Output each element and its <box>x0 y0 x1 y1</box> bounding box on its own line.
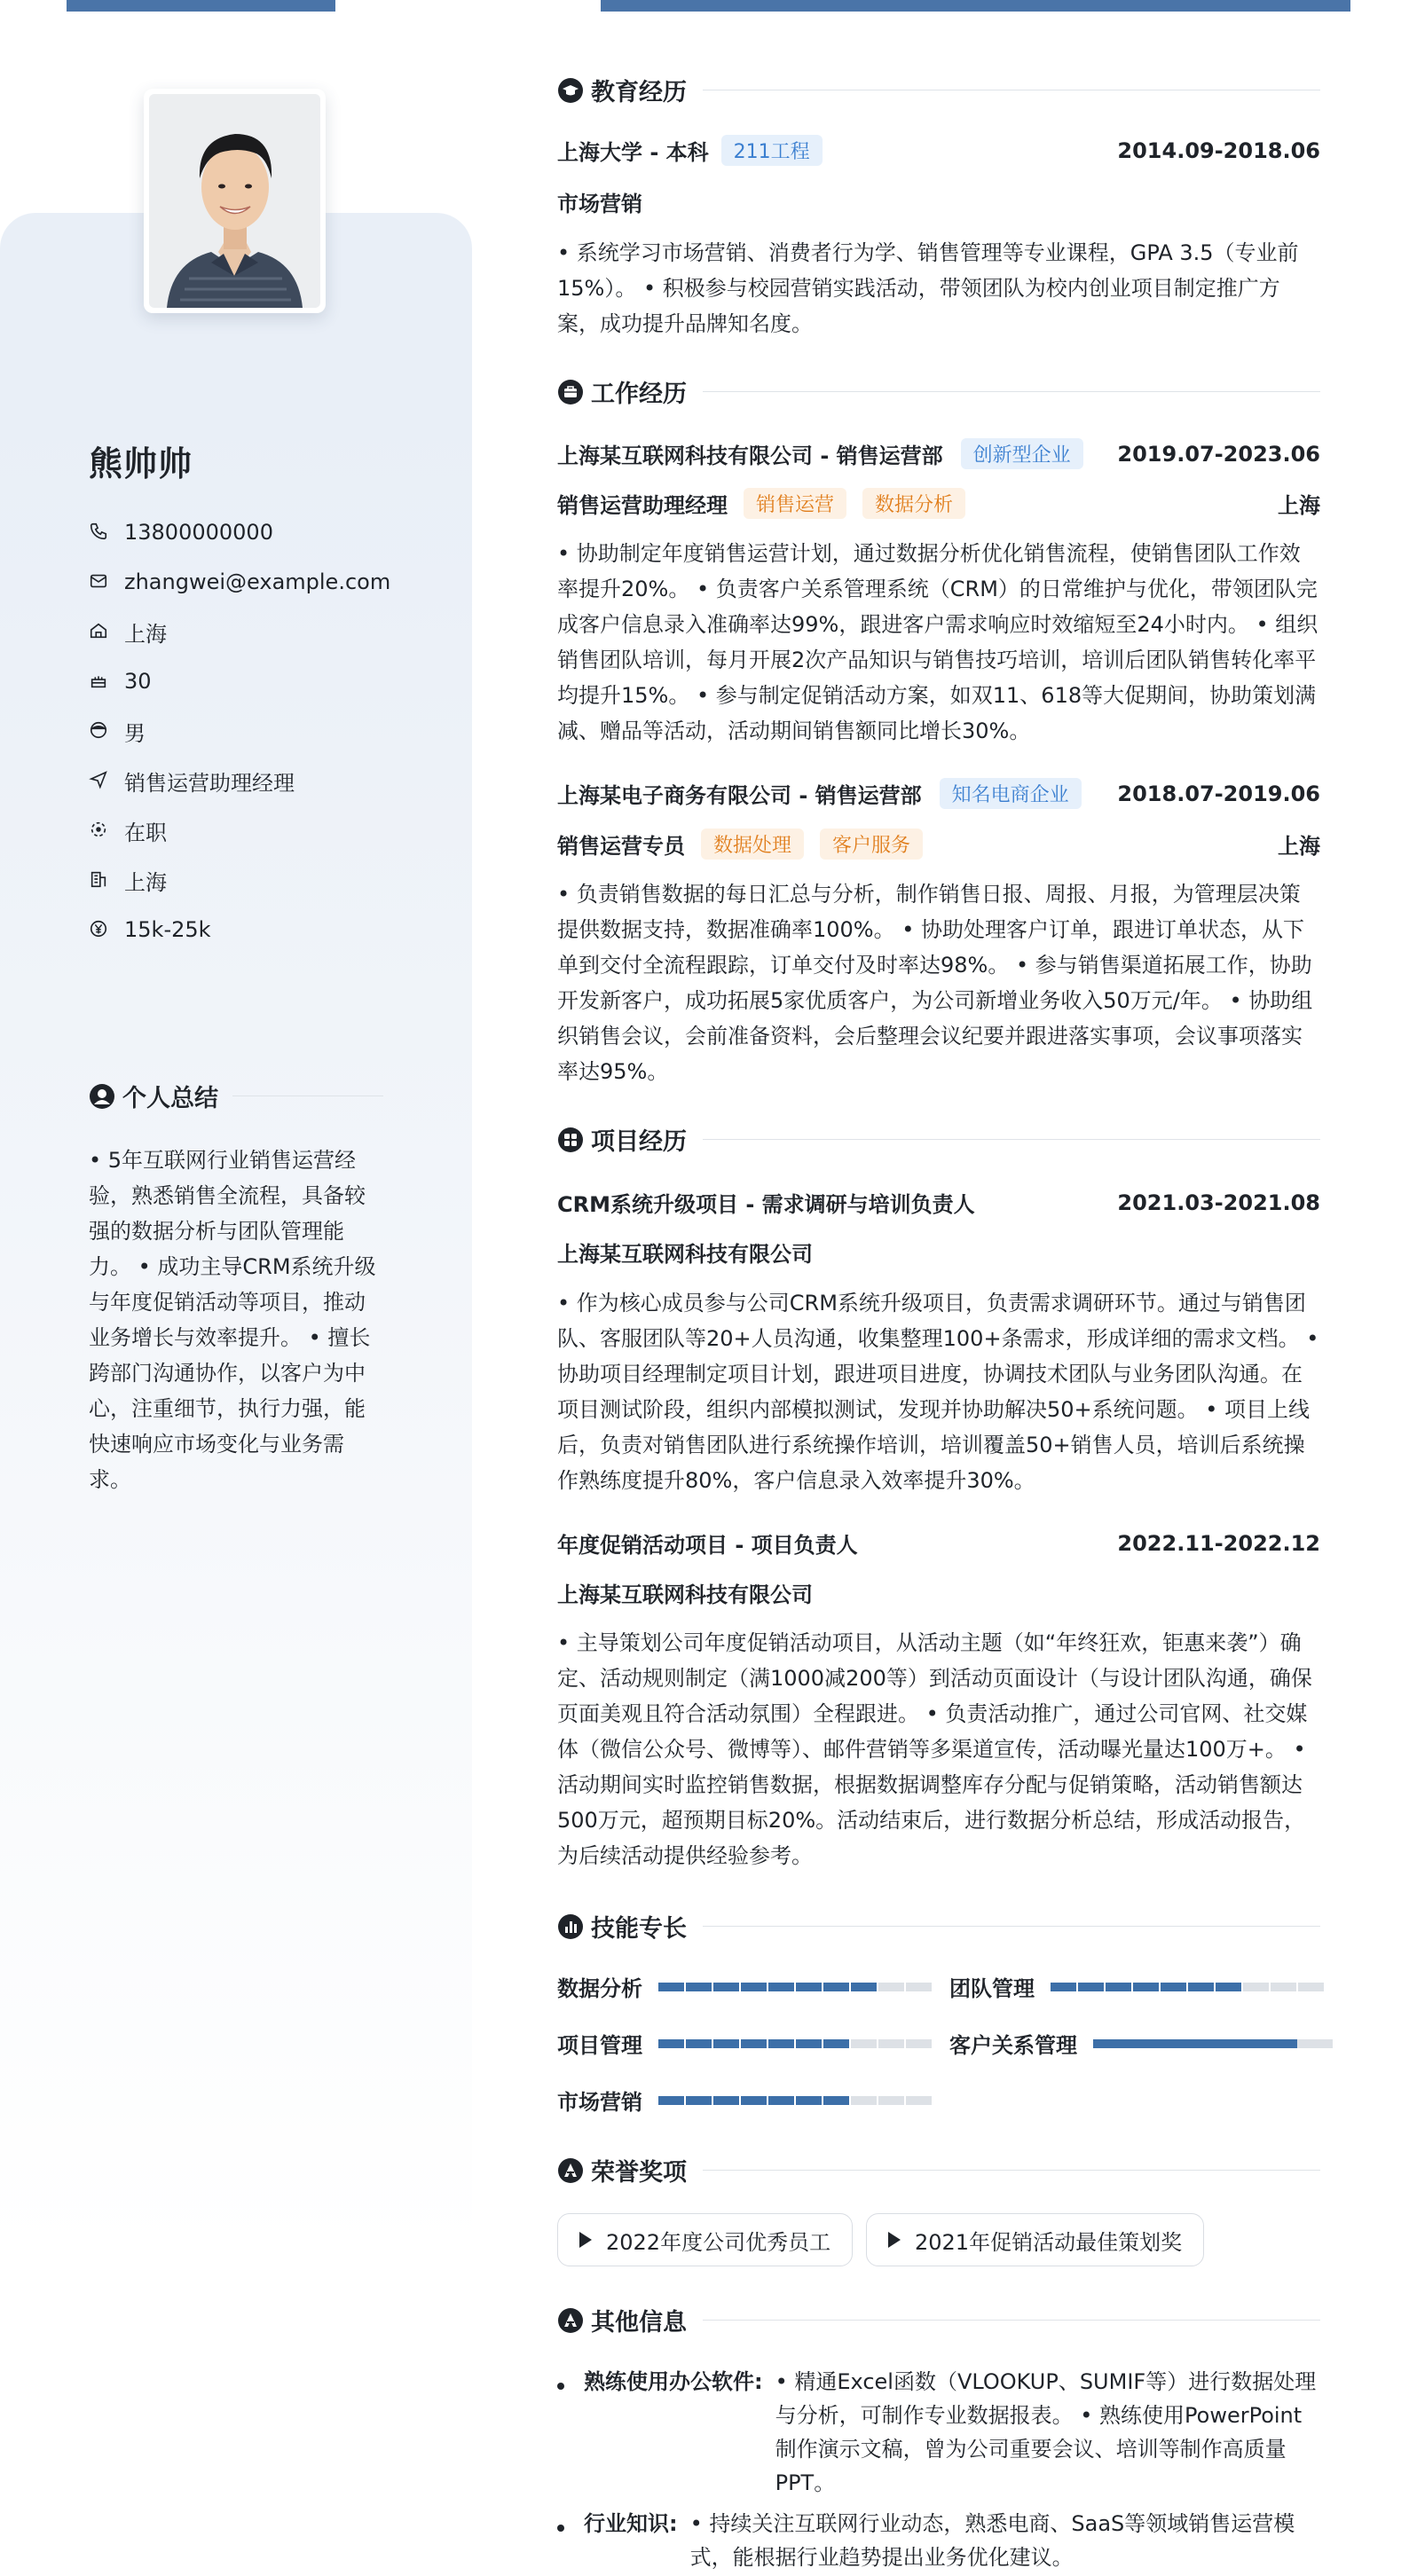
grid-icon <box>557 1127 584 1153</box>
skill-level-bar <box>1093 2039 1333 2048</box>
education-header <box>557 135 1320 166</box>
other-value: • 持续关注互联网行业动态，熟悉电商、SaaS等领域销售运营模式，能根据行业趋势提出业务优化建议。 <box>689 2511 1295 2570</box>
award-icon <box>557 2157 584 2184</box>
project-2-header <box>557 1528 1320 1559</box>
skill-level-segment <box>658 1983 684 1991</box>
skill-level-segment <box>1106 1983 1131 1991</box>
skill-name: 客户关系管理 <box>949 2033 1077 2058</box>
skill-level-segment <box>878 1983 904 1991</box>
education-heading <box>557 73 1320 107</box>
skill-marketing <box>557 2085 933 2116</box>
skill-level-segment <box>1216 1983 1241 1991</box>
skill-level-bar <box>658 2096 933 2105</box>
job-2-description: • 负责销售数据的每日汇总与分析，制作销售日报、周报、月报，为管理层决策提供数据支持，数据准确率100%。 • 协助处理客户订单，跟进订单状态，从下单到交付全流程跟踪，订单交付及时率达98%。 • 参与销售渠道拓展工作，协助开发新客户，成功拓展5家优质客户，为公司新增业务收入50万元/年。 • 协助组织销售会议，会前准备资料，会后整理会议纪要并跟进落实事项，会议事项落实率达95%。 <box>557 882 1313 1084</box>
skill-name: 数据分析 <box>557 1976 642 2001</box>
skill-team-management <box>949 1971 1326 2002</box>
status-icon <box>89 820 110 841</box>
projects-title: 项目经历 <box>591 1128 687 1156</box>
skill-crm <box>949 2028 1333 2059</box>
other-label: 行业知识: <box>584 2511 678 2536</box>
other-heading <box>557 2303 1320 2337</box>
skill-level-segment <box>768 1983 794 1991</box>
building-icon <box>89 869 110 891</box>
job-2-company: 上海某电子商务有限公司 - 销售运营部 <box>557 783 922 808</box>
skill-level-segment <box>851 2039 877 2048</box>
awards-heading <box>557 2153 1320 2187</box>
home-icon <box>89 621 110 642</box>
skill-level-segment <box>796 2039 822 2048</box>
divider <box>703 391 1320 392</box>
major-name: 市场营销 <box>557 192 642 216</box>
skill-level-segment <box>686 1983 712 1991</box>
play-icon <box>579 2232 592 2248</box>
skill-level-fill <box>1093 2039 1297 2048</box>
face-icon <box>89 720 110 742</box>
school-name: 上海大学 - 本科 <box>557 140 709 165</box>
skill-level-bar <box>658 1983 933 1991</box>
job-1-description: • 协助制定年度销售运营计划，通过数据分析优化销售流程，使销售团队工作效率提升20%。 • 负责客户关系管理系统（CRM）的日常维护与优化，带领团队完成客户信息录入准确率达99%，跟进客户需求响应时效缩短至24小时内。 • 组织销售团队培训，每月开展2次产品知识与销售技巧培训，培训后团队销售转化率平均提升15%。 • 参与制定促销活动方案，如双11、618等大促期间，协助策划满减、赠品等活动，活动期间销售额同比增长30%。 <box>557 541 1318 743</box>
award-item <box>866 2213 1204 2266</box>
bullet <box>557 2525 564 2532</box>
skill-level-segment <box>1271 1983 1296 1991</box>
job-1-tag-1: 销售运营 <box>744 488 846 519</box>
currency-icon <box>89 919 110 940</box>
contact-info-list <box>89 507 444 954</box>
skill-name: 项目管理 <box>557 2033 642 2058</box>
cake-icon <box>89 671 110 692</box>
skill-level-segment <box>878 2039 904 2048</box>
major-row <box>557 186 1320 217</box>
bar-chart-icon <box>557 1913 584 1940</box>
graduation-cap-icon <box>557 77 584 104</box>
project-1-period: 2021.03-2021.08 <box>1117 1190 1320 1215</box>
top-accent-bar-right <box>601 0 1350 12</box>
skill-level-segment <box>1298 1983 1324 1991</box>
award-label: 2022年度公司优秀员工 <box>606 2229 831 2255</box>
project-2-description: • 主导策划公司年度促销活动项目，从活动主题（如“年终狂欢，钜惠来袭”）确定、活动规则制定（满1000减200等）到活动页面设计（与设计团队沟通，确保页面美观且符合活动氛围）全程跟进。 • 负责活动推广，通过公司官网、社交媒体（微信公众号、微博等）、邮件营销等多渠道宣传，活动曝光量达100万+。 • 活动期间实时监控销售数据，根据数据调整库存分配与促销策略，活动销售额达500万元，超预期目标20%。活动结束后，进行数据分析总结，形成活动报告，为后续活动提供经验参考。 <box>557 1630 1312 1868</box>
skill-level-segment <box>851 1983 877 1991</box>
skill-level-segment <box>851 2096 877 2105</box>
email-value: zhangwei@example.com <box>124 569 391 594</box>
job-1-company-tag: 创新型企业 <box>961 438 1083 469</box>
summary-title: 个人总结 <box>122 1085 218 1112</box>
user-circle-icon <box>89 1083 115 1110</box>
project-1-company-row <box>557 1237 1320 1268</box>
skill-level-bar <box>1051 1983 1326 1991</box>
other-item-office <box>557 2352 1338 2500</box>
other-label: 熟练使用办公软件: <box>584 2369 763 2394</box>
job-1-header <box>557 438 1320 469</box>
project-2-period: 2022.11-2022.12 <box>1117 1530 1320 1556</box>
phone-icon <box>89 522 110 543</box>
candidate-name: 熊帅帅 <box>89 444 193 483</box>
project-1-description: • 作为核心成员参与公司CRM系统升级项目，负责需求调研环节。通过与销售团队、客服团队等20+人员沟通，收集整理100+条需求，形成详细的需求文档。 • 协助项目经理制定项目计划，跟进项目进度，协调技术团队与业务团队沟通。在项目测试阶段，组织内部模拟测试，发现并协助解决50+系统问题。 • 项目上线后，负责对销售团队进行系统操作培训，培训覆盖50+销售人员，培训后系统操作熟练度提升80%，客户信息录入效率提升30%。 <box>557 1291 1319 1493</box>
skill-level-segment <box>823 1983 849 1991</box>
skill-level-segment <box>741 2039 767 2048</box>
project-2-name: 年度促销活动项目 - 项目负责人 <box>557 1533 858 1558</box>
skill-level-segment <box>906 1983 932 1991</box>
summary-heading <box>89 1079 383 1113</box>
info-phone <box>89 507 444 557</box>
location-value: 上海 <box>124 621 167 647</box>
project-1-company: 上海某互联网科技有限公司 <box>557 1242 813 1267</box>
skills-title: 技能专长 <box>591 1915 687 1943</box>
job-2-tag-2: 客户服务 <box>820 829 923 860</box>
skill-level-segment <box>796 2096 822 2105</box>
school-tag: 211工程 <box>721 135 823 166</box>
skill-level-segment <box>1051 1983 1076 1991</box>
salary-value: 15k-25k <box>124 917 211 942</box>
skill-level-segment <box>658 2039 684 2048</box>
info-age <box>89 656 444 706</box>
other-item-industry <box>557 2494 1338 2574</box>
skill-level-segment <box>768 2039 794 2048</box>
summary-text: • 5年互联网行业销售运营经验，熟悉销售全流程，具备较强的数据分析与团队管理能力。 • 成功主导CRM系统升级与年度促销活动等项目，推动业务增长与效率提升。 • 擅长跨部门沟通协作，以客户为中心，注重细节，执行力强，能快速响应市场变化与业务需求。 <box>89 1148 376 1492</box>
project-1-name: CRM系统升级项目 - 需求调研与培训负责人 <box>557 1192 975 1217</box>
skill-level-segment <box>1161 1983 1186 1991</box>
skill-level-segment <box>713 2096 739 2105</box>
job-1-city: 上海 <box>1278 493 1320 518</box>
top-accent-bar-left <box>67 0 335 12</box>
info-status <box>89 805 444 855</box>
skill-level-segment <box>823 2039 849 2048</box>
briefcase-icon <box>557 379 584 405</box>
info-salary <box>89 905 444 954</box>
divider <box>703 1139 1320 1140</box>
skill-level-segment <box>713 2039 739 2048</box>
divider <box>703 2320 1320 2321</box>
skill-level-segment <box>658 2096 684 2105</box>
project-2-company-row <box>557 1577 1320 1608</box>
job-1-period: 2019.07-2023.06 <box>1117 441 1320 467</box>
skill-project-management <box>557 2028 933 2059</box>
skills-heading <box>557 1909 1320 1944</box>
job-1-company: 上海某互联网科技有限公司 - 销售运营部 <box>557 444 943 468</box>
skill-level-segment <box>796 1983 822 1991</box>
bullet <box>557 2383 564 2390</box>
skill-name: 市场营销 <box>557 2090 642 2115</box>
info-location <box>89 607 444 656</box>
skill-level-bar <box>658 2039 933 2048</box>
info-target-city <box>89 855 444 905</box>
skill-name: 团队管理 <box>949 1976 1035 2001</box>
job-1-tag-2: 数据分析 <box>862 488 965 519</box>
award-icon <box>557 2307 584 2334</box>
avatar-photo <box>149 94 320 308</box>
job-1-role-row <box>557 488 1320 519</box>
skill-level-segment <box>686 2039 712 2048</box>
skill-level-segment <box>906 2096 932 2105</box>
project-1-header <box>557 1187 1320 1218</box>
job-2-period: 2018.07-2019.06 <box>1117 781 1320 806</box>
info-position <box>89 756 444 805</box>
job-2-role-row <box>557 829 1320 860</box>
other-value: • 精通Excel函数（VLOOKUP、SUMIF等）进行数据处理与分析，可制作专业数据报表。 • 熟练使用PowerPoint制作演示文稿，曾为公司重要会议、培训等制作高质量PPT。 <box>775 2369 1317 2495</box>
skill-data-analysis <box>557 1971 933 2002</box>
status-value: 在职 <box>124 820 167 845</box>
education-period: 2014.09-2018.06 <box>1117 137 1320 163</box>
job-2-header <box>557 778 1320 809</box>
other-title: 其他信息 <box>591 2309 687 2336</box>
awards-title: 荣誉奖项 <box>591 2159 687 2187</box>
avatar <box>144 89 326 313</box>
target-city-value: 上海 <box>124 869 167 895</box>
skill-level-segment <box>768 2096 794 2105</box>
skill-level-segment <box>686 2096 712 2105</box>
play-icon <box>888 2232 901 2248</box>
job-2-role: 销售运营专员 <box>557 834 685 859</box>
job-2-tag-1: 数据处理 <box>701 829 804 860</box>
info-email <box>89 557 444 607</box>
work-title: 工作经历 <box>591 381 687 408</box>
work-heading <box>557 374 1320 409</box>
skill-level-segment <box>1078 1983 1104 1991</box>
skill-level-segment <box>741 1983 767 1991</box>
job-1-role: 销售运营助理经理 <box>557 493 728 518</box>
gender-value: 男 <box>124 720 146 746</box>
project-2-company: 上海某互联网科技有限公司 <box>557 1583 813 1607</box>
education-description: • 系统学习市场营销、消费者行为学、销售管理等专业课程，GPA 3.5（专业前15%）。 • 积极参与校园营销实践活动，带领团队为校内创业项目制定推广方案，成功提升品牌知名度。 <box>557 240 1299 336</box>
send-icon <box>89 770 110 791</box>
info-gender <box>89 706 444 756</box>
projects-heading <box>557 1122 1320 1157</box>
skill-level-segment <box>741 2096 767 2105</box>
mail-icon <box>89 571 110 593</box>
job-2-city: 上海 <box>1278 834 1320 859</box>
phone-value: 13800000000 <box>124 520 273 545</box>
skill-level-segment <box>1188 1983 1214 1991</box>
skill-level-segment <box>823 2096 849 2105</box>
skill-level-segment <box>906 2039 932 2048</box>
divider <box>703 1926 1320 1927</box>
skill-level-segment <box>713 1983 739 1991</box>
age-value: 30 <box>124 669 152 694</box>
position-value: 销售运营助理经理 <box>124 770 295 796</box>
job-2-company-tag: 知名电商企业 <box>940 778 1082 809</box>
award-item <box>557 2213 853 2266</box>
award-label: 2021年促销活动最佳策划奖 <box>915 2229 1183 2255</box>
skill-level-segment <box>1243 1983 1269 1991</box>
education-title: 教育经历 <box>591 79 687 106</box>
skill-level-segment <box>878 2096 904 2105</box>
divider <box>703 2170 1320 2171</box>
skill-level-segment <box>1133 1983 1159 1991</box>
